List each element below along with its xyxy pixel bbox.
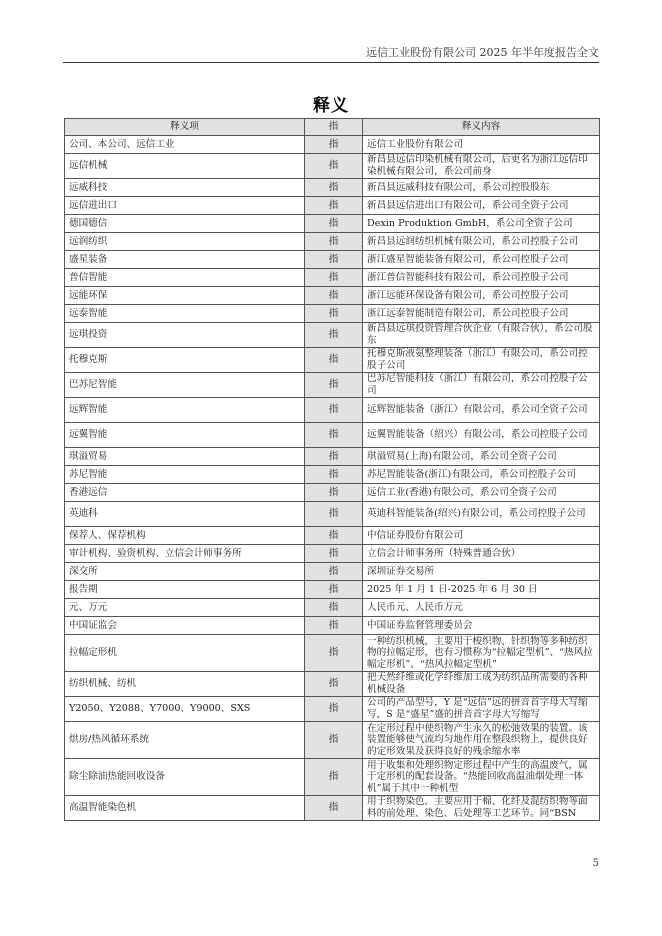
term-cell: 元、万元 xyxy=(65,599,305,617)
definition-cell: 新昌县远润纺织机械有限公司，系公司控股子公司 xyxy=(363,233,600,251)
term-cell: 远琪投资 xyxy=(65,323,305,348)
ref-cell: 指 xyxy=(305,527,363,545)
term-cell: 拉幅定形机 xyxy=(65,635,305,672)
table-row xyxy=(65,348,600,373)
table-row xyxy=(65,722,600,759)
table-row xyxy=(65,581,600,599)
term-cell: 中国证监会 xyxy=(65,617,305,635)
ref-cell: 指 xyxy=(305,502,363,527)
page-header xyxy=(63,44,599,63)
term-cell: 香港远信 xyxy=(65,484,305,502)
ref-cell: 指 xyxy=(305,796,363,821)
table-row xyxy=(65,502,600,527)
definition-cell: 浙江远泰智能制造有限公司，系公司控股子公司 xyxy=(363,305,600,323)
table-row xyxy=(65,423,600,448)
ref-cell: 指 xyxy=(305,581,363,599)
definition-cell: 深圳证券交易所 xyxy=(363,563,600,581)
definition-cell: 浙江远能环保设备有限公司，系公司控股子公司 xyxy=(363,287,600,305)
table-row xyxy=(65,617,600,635)
table-row xyxy=(65,484,600,502)
term-cell: 高温智能染色机 xyxy=(65,796,305,821)
definition-cell: 人民币元、人民币万元 xyxy=(363,599,600,617)
ref-cell: 指 xyxy=(305,197,363,215)
term-cell: 远泰智能 xyxy=(65,305,305,323)
definition-cell: 巴苏尼智能科技（浙江）有限公司，系公司控股子公司 xyxy=(363,373,600,398)
definition-cell: 远辉智能装备（浙江）有限公司，系公司全资子公司 xyxy=(363,398,600,423)
definition-cell: 远信工业股份有限公司 xyxy=(363,136,600,154)
definition-cell: 新昌县远信进出口有限公司，系公司全资子公司 xyxy=(363,197,600,215)
term-cell: 德国德信 xyxy=(65,215,305,233)
column-header-term: 释义项 xyxy=(65,119,305,136)
definition-cell: 新昌县远信印染机械有限公司，后更名为浙江远信印染机械有限公司，系公司前身 xyxy=(363,154,600,179)
table-row xyxy=(65,136,600,154)
term-cell: Y2050、Y2088、Y7000、Y9000、SXS xyxy=(65,697,305,722)
term-cell: 托穆克斯 xyxy=(65,348,305,373)
table-row xyxy=(65,215,600,233)
table-row xyxy=(65,599,600,617)
table-row xyxy=(65,154,600,179)
term-cell: 纺织机械、纺机 xyxy=(65,672,305,697)
term-cell: 远信进出口 xyxy=(65,197,305,215)
ref-cell: 指 xyxy=(305,154,363,179)
definition-cell: 远翼智能装备（绍兴）有限公司，系公司控股子公司 xyxy=(363,423,600,448)
table-row xyxy=(65,287,600,305)
definition-cell: 中国证券监督管理委员会 xyxy=(363,617,600,635)
definition-cell: 浙江盛星智能装备有限公司，系公司控股子公司 xyxy=(363,251,600,269)
term-cell: 远威科技 xyxy=(65,179,305,197)
term-cell: 远能环保 xyxy=(65,287,305,305)
table-row xyxy=(65,527,600,545)
definition-cell: 琪溢贸易(上海)有限公司，系公司全资子公司 xyxy=(363,448,600,466)
definition-cell: 英迪科智能装备(绍兴)有限公司，系公司控股子公司 xyxy=(363,502,600,527)
term-cell: 普信智能 xyxy=(65,269,305,287)
ref-cell: 指 xyxy=(305,323,363,348)
term-cell: 报告期 xyxy=(65,581,305,599)
term-cell: 远辉智能 xyxy=(65,398,305,423)
ref-cell: 指 xyxy=(305,215,363,233)
ref-cell: 指 xyxy=(305,269,363,287)
ref-cell: 指 xyxy=(305,635,363,672)
definition-cell: 在定形过程中使织物产生永久的松弛效果的装置。该装置能够使气流均匀地作用在整段织物上，提供良好的定形效果及获得良好的残余缩水率 xyxy=(363,722,600,759)
table-row xyxy=(65,323,600,348)
definition-cell: 2025 年 1 月 1 日-2025 年 6 月 30 日 xyxy=(363,581,600,599)
ref-cell: 指 xyxy=(305,697,363,722)
table-row xyxy=(65,233,600,251)
definition-cell: 浙江普信智能科技有限公司，系公司控股子公司 xyxy=(363,269,600,287)
definition-cell: 苏尼智能装备(浙江)有限公司，系公司控股子公司 xyxy=(363,466,600,484)
table-row xyxy=(65,563,600,581)
term-cell: 琪溢贸易 xyxy=(65,448,305,466)
term-cell: 盛星装备 xyxy=(65,251,305,269)
ref-cell: 指 xyxy=(305,251,363,269)
table-row xyxy=(65,635,600,672)
ref-cell: 指 xyxy=(305,617,363,635)
term-cell: 审计机构、验资机构、立信会计师事务所 xyxy=(65,545,305,563)
term-cell: 深交所 xyxy=(65,563,305,581)
ref-cell: 指 xyxy=(305,672,363,697)
term-cell: 烘房/热风循环系统 xyxy=(65,722,305,759)
definition-cell: 一种纺织机械，主要用于梭织物、针织物等多种纺织物的拉幅定形，也有习惯称为“拉幅定型机”、“热风拉幅定形机”、“热风拉幅定型机” xyxy=(363,635,600,672)
definition-cell: 远信工业(香港)有限公司，系公司全资子公司 xyxy=(363,484,600,502)
ref-cell: 指 xyxy=(305,759,363,796)
column-header-definition: 释义内容 xyxy=(363,119,600,136)
term-cell: 远信机械 xyxy=(65,154,305,179)
definition-cell: 用于收集和处理织物定形过程中产生的高温废气，属于定形机的配套设备。“热能回收高温油烟处理一体机”属于其中一种机型 xyxy=(363,759,600,796)
ref-cell: 指 xyxy=(305,545,363,563)
ref-cell: 指 xyxy=(305,423,363,448)
table-row xyxy=(65,197,600,215)
table-row xyxy=(65,305,600,323)
column-header-ref: 指 xyxy=(305,119,363,136)
table-row xyxy=(65,697,600,722)
ref-cell: 指 xyxy=(305,563,363,581)
ref-cell: 指 xyxy=(305,599,363,617)
ref-cell: 指 xyxy=(305,466,363,484)
term-cell: 苏尼智能 xyxy=(65,466,305,484)
table-row xyxy=(65,759,600,796)
table-row xyxy=(65,448,600,466)
definitions-table xyxy=(64,118,600,821)
ref-cell: 指 xyxy=(305,373,363,398)
table-row xyxy=(65,179,600,197)
term-cell: 保荐人、保荐机构 xyxy=(65,527,305,545)
table-row xyxy=(65,373,600,398)
term-cell: 远翼智能 xyxy=(65,423,305,448)
page-number: 5 xyxy=(592,858,599,869)
ref-cell: 指 xyxy=(305,233,363,251)
term-cell: 英迪科 xyxy=(65,502,305,527)
definition-cell: 托穆克斯液氨整理装备（浙江）有限公司，系公司控股子公司 xyxy=(363,348,600,373)
ref-cell: 指 xyxy=(305,448,363,466)
definition-cell: 中信证券股份有限公司 xyxy=(363,527,600,545)
ref-cell: 指 xyxy=(305,484,363,502)
ref-cell: 指 xyxy=(305,136,363,154)
definition-cell: 立信会计师事务所（特殊普通合伙） xyxy=(363,545,600,563)
definition-cell: 新昌县远威科技有限公司，系公司控股股东 xyxy=(363,179,600,197)
page-title: 释义 xyxy=(313,96,349,116)
ref-cell: 指 xyxy=(305,287,363,305)
ref-cell: 指 xyxy=(305,305,363,323)
table-row xyxy=(65,545,600,563)
table-row xyxy=(65,398,600,423)
term-cell: 公司、本公司、远信工业 xyxy=(65,136,305,154)
definition-cell: 新昌县远琪投资管理合伙企业（有限合伙），系公司股东 xyxy=(363,323,600,348)
definition-cell: 公司的产品型号，Y 是“远信”远的拼音首字母大写缩写，S 是“盛星”盛的拼音首字母大写缩写 xyxy=(363,697,600,722)
table-row xyxy=(65,796,600,821)
table-body xyxy=(65,136,600,821)
definition-cell: 用于织物染色，主要应用于棉、化纤及混纺织物等面料的前处理、染色、后处理等工艺环节。同“BSN xyxy=(363,796,600,821)
table-row xyxy=(65,269,600,287)
ref-cell: 指 xyxy=(305,348,363,373)
ref-cell: 指 xyxy=(305,398,363,423)
table-row xyxy=(65,466,600,484)
header-text: 远信工业股份有限公司 2025 年半年度报告全文 xyxy=(366,46,599,59)
table-row xyxy=(65,672,600,697)
term-cell: 巴苏尼智能 xyxy=(65,373,305,398)
ref-cell: 指 xyxy=(305,722,363,759)
table-header-row xyxy=(65,119,600,136)
term-cell: 远润纺织 xyxy=(65,233,305,251)
ref-cell: 指 xyxy=(305,179,363,197)
term-cell: 除尘除油热能回收设备 xyxy=(65,759,305,796)
definition-cell: 把天然纤维或化学纤维加工成为纺织品所需要的各种机械设备 xyxy=(363,672,600,697)
definition-cell: Dexin Produktion GmbH，系公司全资子公司 xyxy=(363,215,600,233)
table-row xyxy=(65,251,600,269)
